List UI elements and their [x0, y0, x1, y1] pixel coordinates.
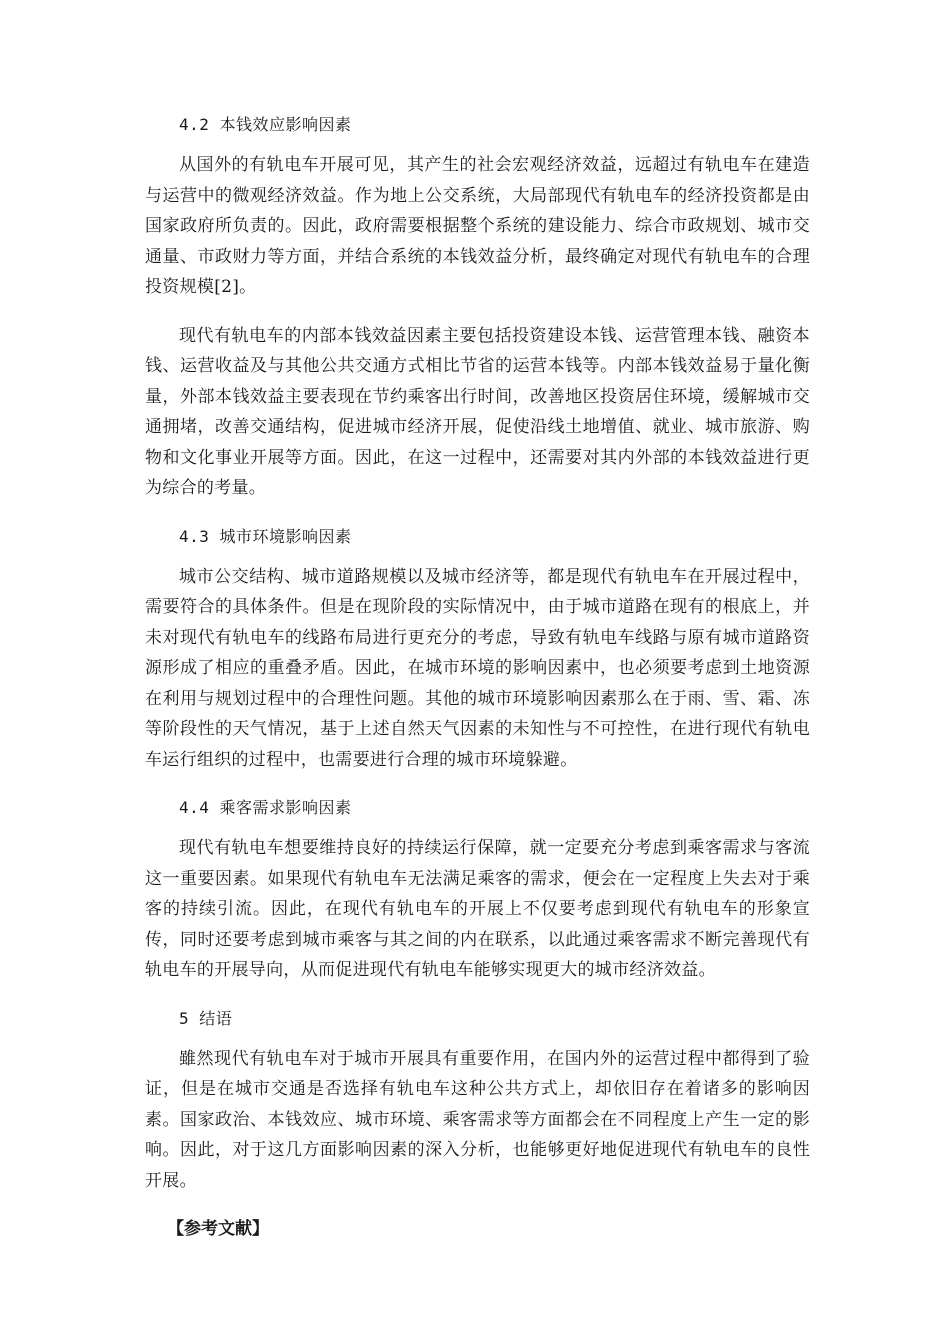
section-number: 4.2	[179, 115, 210, 134]
paragraph: 现代有轨电车想要维持良好的持续运行保障，就一定要充分考虑到乘客需求与客流这一重要因素。如果现代有轨电车无法满足乘客的需求，便会在一定程度上失去对于乘客的持续引流。因此，在现代有轨电车的开展上不仅要考虑到现代有轨电车的形象宣传，同时还要考虑到城市乘客与其之间的内在联系，以此通过乘客需求不断完善现代有轨电车的开展导向，从而促进现代有轨电车能够实现更大的城市经济效益。	[145, 838, 810, 980]
section-number: 4.4	[179, 798, 210, 817]
section-heading-4-4	[145, 793, 810, 823]
section-number: 4.3	[179, 526, 210, 546]
paragraph: 现代有轨电车的内部本钱效益因素主要包括投资建设本钱、运营管理本钱、融资本钱、运营收益及与其他公共交通方式相比节省的运营本钱等。内部本钱效益易于量化衡量，外部本钱效益主要表现在节约乘客出行时间，改善地区投资居住环境，缓解城市交通拥堵，改善交通结构，促进城市经济开展，促使沿线土地增值、就业、城市旅游、购物和文化事业开展等方面。因此，在这一过程中，还需要对其内外部的本钱效益进行更为综合的考量。	[145, 325, 810, 498]
section-heading-4-3	[145, 522, 810, 552]
paragraph: 城市公交结构、城市道路规模以及城市经济等，都是现代有轨电车在开展过程中，需要符合的具体条件。但是在现阶段的实际情况中，由于城市道路在现有的根底上，并未对现代有轨电车的线路布局进行更充分的考虑，导致有轨电车线路与原有城市道路资源形成了相应的重叠矛盾。因此，在城市环境的影响因素中，也必须要考虑到土地资源在利用与规划过程中的合理性问题。其他的城市环境影响因素那么在于雨、雪、霜、冻等阶段性的天气情况，基于上述自然天气因素的未知性与不可控性，在进行现代有轨电车运行组织的过程中，也需要进行合理的城市环境躲避。	[145, 566, 810, 770]
document-body	[145, 110, 810, 1244]
paragraph: 从国外的有轨电车开展可见，其产生的社会宏观经济效益，远超过有轨电车在建造与运营中的微观经济效益。作为地上公交系统，大局部现代有轨电车的经济投资都是由国家政府所负责的。因此，政府需要根据整个系统的建设能力、综合市政规划、城市交通量、市政财力等方面，并结合系统的本钱效益分析，最终确定对现代有轨电车的合理投资规模[2]。	[145, 155, 810, 297]
section-heading-5	[145, 1004, 810, 1034]
section-title: 本钱效应影响因素	[219, 115, 352, 134]
section-heading-4-2	[145, 110, 810, 140]
paragraph: 雖然现代有轨电车对于城市开展具有重要作用，在国内外的运营过程中都得到了验证，但是在城市交通是否选择有轨电车这种公共方式上，却依旧存在着诸多的影响因素。国家政治、本钱效应、城市环境、乘客需求等方面都会在不同程度上产生一定的影响。因此，对于这几方面影响因素的深入分析，也能够更好地促进现代有轨电车的良性开展。	[145, 1048, 810, 1191]
section-number: 5	[179, 1008, 190, 1028]
section-title: 结语	[199, 1008, 233, 1028]
section-title: 乘客需求影响因素	[219, 798, 352, 817]
section-title: 城市环境影响因素	[219, 526, 352, 546]
references-heading: 【参考文献】	[167, 1219, 269, 1239]
